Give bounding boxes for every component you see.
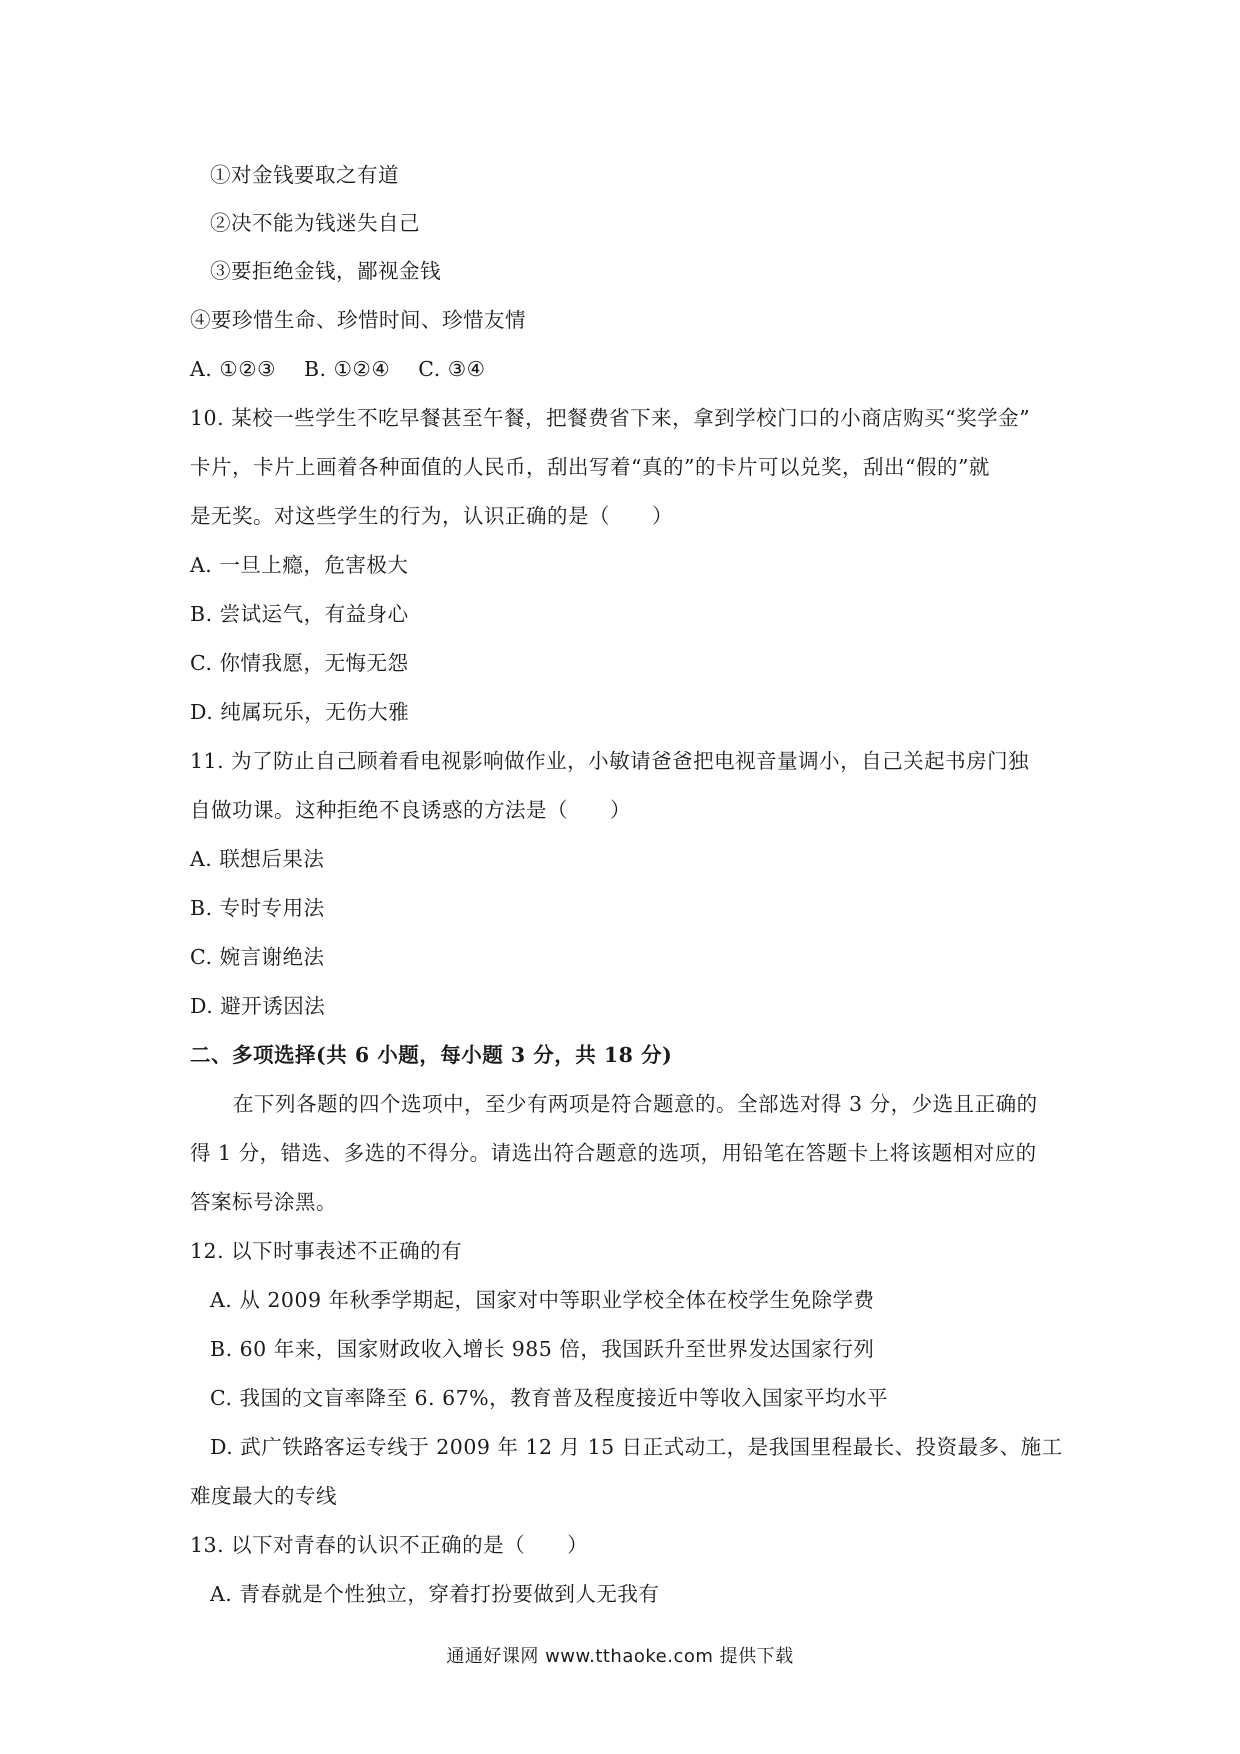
q10-choice-a: A. 一旦上瘾，危害极大 (190, 553, 409, 577)
q13-stem: 13. 以下对青春的认识不正确的是（ ） (190, 1533, 589, 1557)
q10-stem-line-1: 10. 某校一些学生不吃早餐甚至午餐，把餐费省下来，拿到学校门口的小商店购买“奖学金” (190, 406, 1031, 430)
q9-option-2: ②决不能为钱迷失自己 (210, 211, 420, 235)
q12-choice-b: B. 60 年来，国家财政收入增长 985 倍，我国跃升至世界发达国家行列 (210, 1337, 875, 1361)
q10-stem-line-2: 卡片，卡片上画着各种面值的人民币，刮出写着“真的”的卡片可以兑奖，刮出“假的”就 (190, 455, 990, 479)
q11-stem-line-1: 11. 为了防止自己顾着看电视影响做作业，小敏请爸爸把电视音量调小，自己关起书房门独 (190, 749, 1030, 773)
q11-stem-line-2: 自做功课。这种拒绝不良诱惑的方法是（ ） (190, 798, 631, 822)
q9-option-3: ③要拒绝金钱，鄙视金钱 (210, 259, 441, 283)
q11-choice-a: A. 联想后果法 (190, 847, 325, 871)
q10-choice-c: C. 你情我愿，无悔无怨 (190, 651, 409, 675)
q12-choice-a: A. 从 2009 年秋季学期起，国家对中等职业学校全体在校学生免除学费 (210, 1288, 875, 1312)
q10-choice-d: D. 纯属玩乐，无伤大雅 (190, 700, 410, 724)
q13-choice-a: A. 青春就是个性独立，穿着打扮要做到人无我有 (210, 1582, 660, 1606)
q12-choice-d-line-2: 难度最大的专线 (190, 1484, 337, 1508)
q11-choice-d: D. 避开诱因法 (190, 994, 326, 1018)
q9-option-4: ④要珍惜生命、珍惜时间、珍惜友情 (190, 308, 526, 332)
q12-choice-c: C. 我国的文盲率降至 6. 67%，教育普及程度接近中等收入国家平均水平 (210, 1386, 889, 1410)
section-instructions-line-2: 得 1 分，错选、多选的不得分。请选出符合题意的选项，用铅笔在答题卡上将该题相对应的 (190, 1141, 1037, 1165)
q9-choices: A. ①②③ B. ①②④ C. ③④ (190, 357, 486, 381)
section-heading: 二、多项选择(共 6 小题，每小题 3 分，共 18 分) (190, 1043, 673, 1067)
section-instructions-line-1: 在下列各题的四个选项中，至少有两项是符合题意的。全部选对得 3 分，少选且正确的 (233, 1092, 1038, 1116)
q9-option-1: ①对金钱要取之有道 (210, 163, 399, 187)
q11-choice-b: B. 专时专用法 (190, 896, 325, 920)
q12-stem: 12. 以下时事表述不正确的有 (190, 1239, 463, 1263)
section-instructions-line-3: 答案标号涂黑。 (190, 1190, 337, 1214)
q11-choice-c: C. 婉言谢绝法 (190, 945, 325, 969)
q12-choice-d-line-1: D. 武广铁路客运专线于 2009 年 12 月 15 日正式动工，是我国里程最长、投资最多、施工 (210, 1435, 1063, 1459)
page-footer: 通通好课网 www.tthaoke.com 提供下载 (446, 1646, 794, 1667)
q10-stem-line-3: 是无奖。对这些学生的行为，认识正确的是（ ） (190, 504, 673, 528)
q10-choice-b: B. 尝试运气，有益身心 (190, 602, 409, 626)
